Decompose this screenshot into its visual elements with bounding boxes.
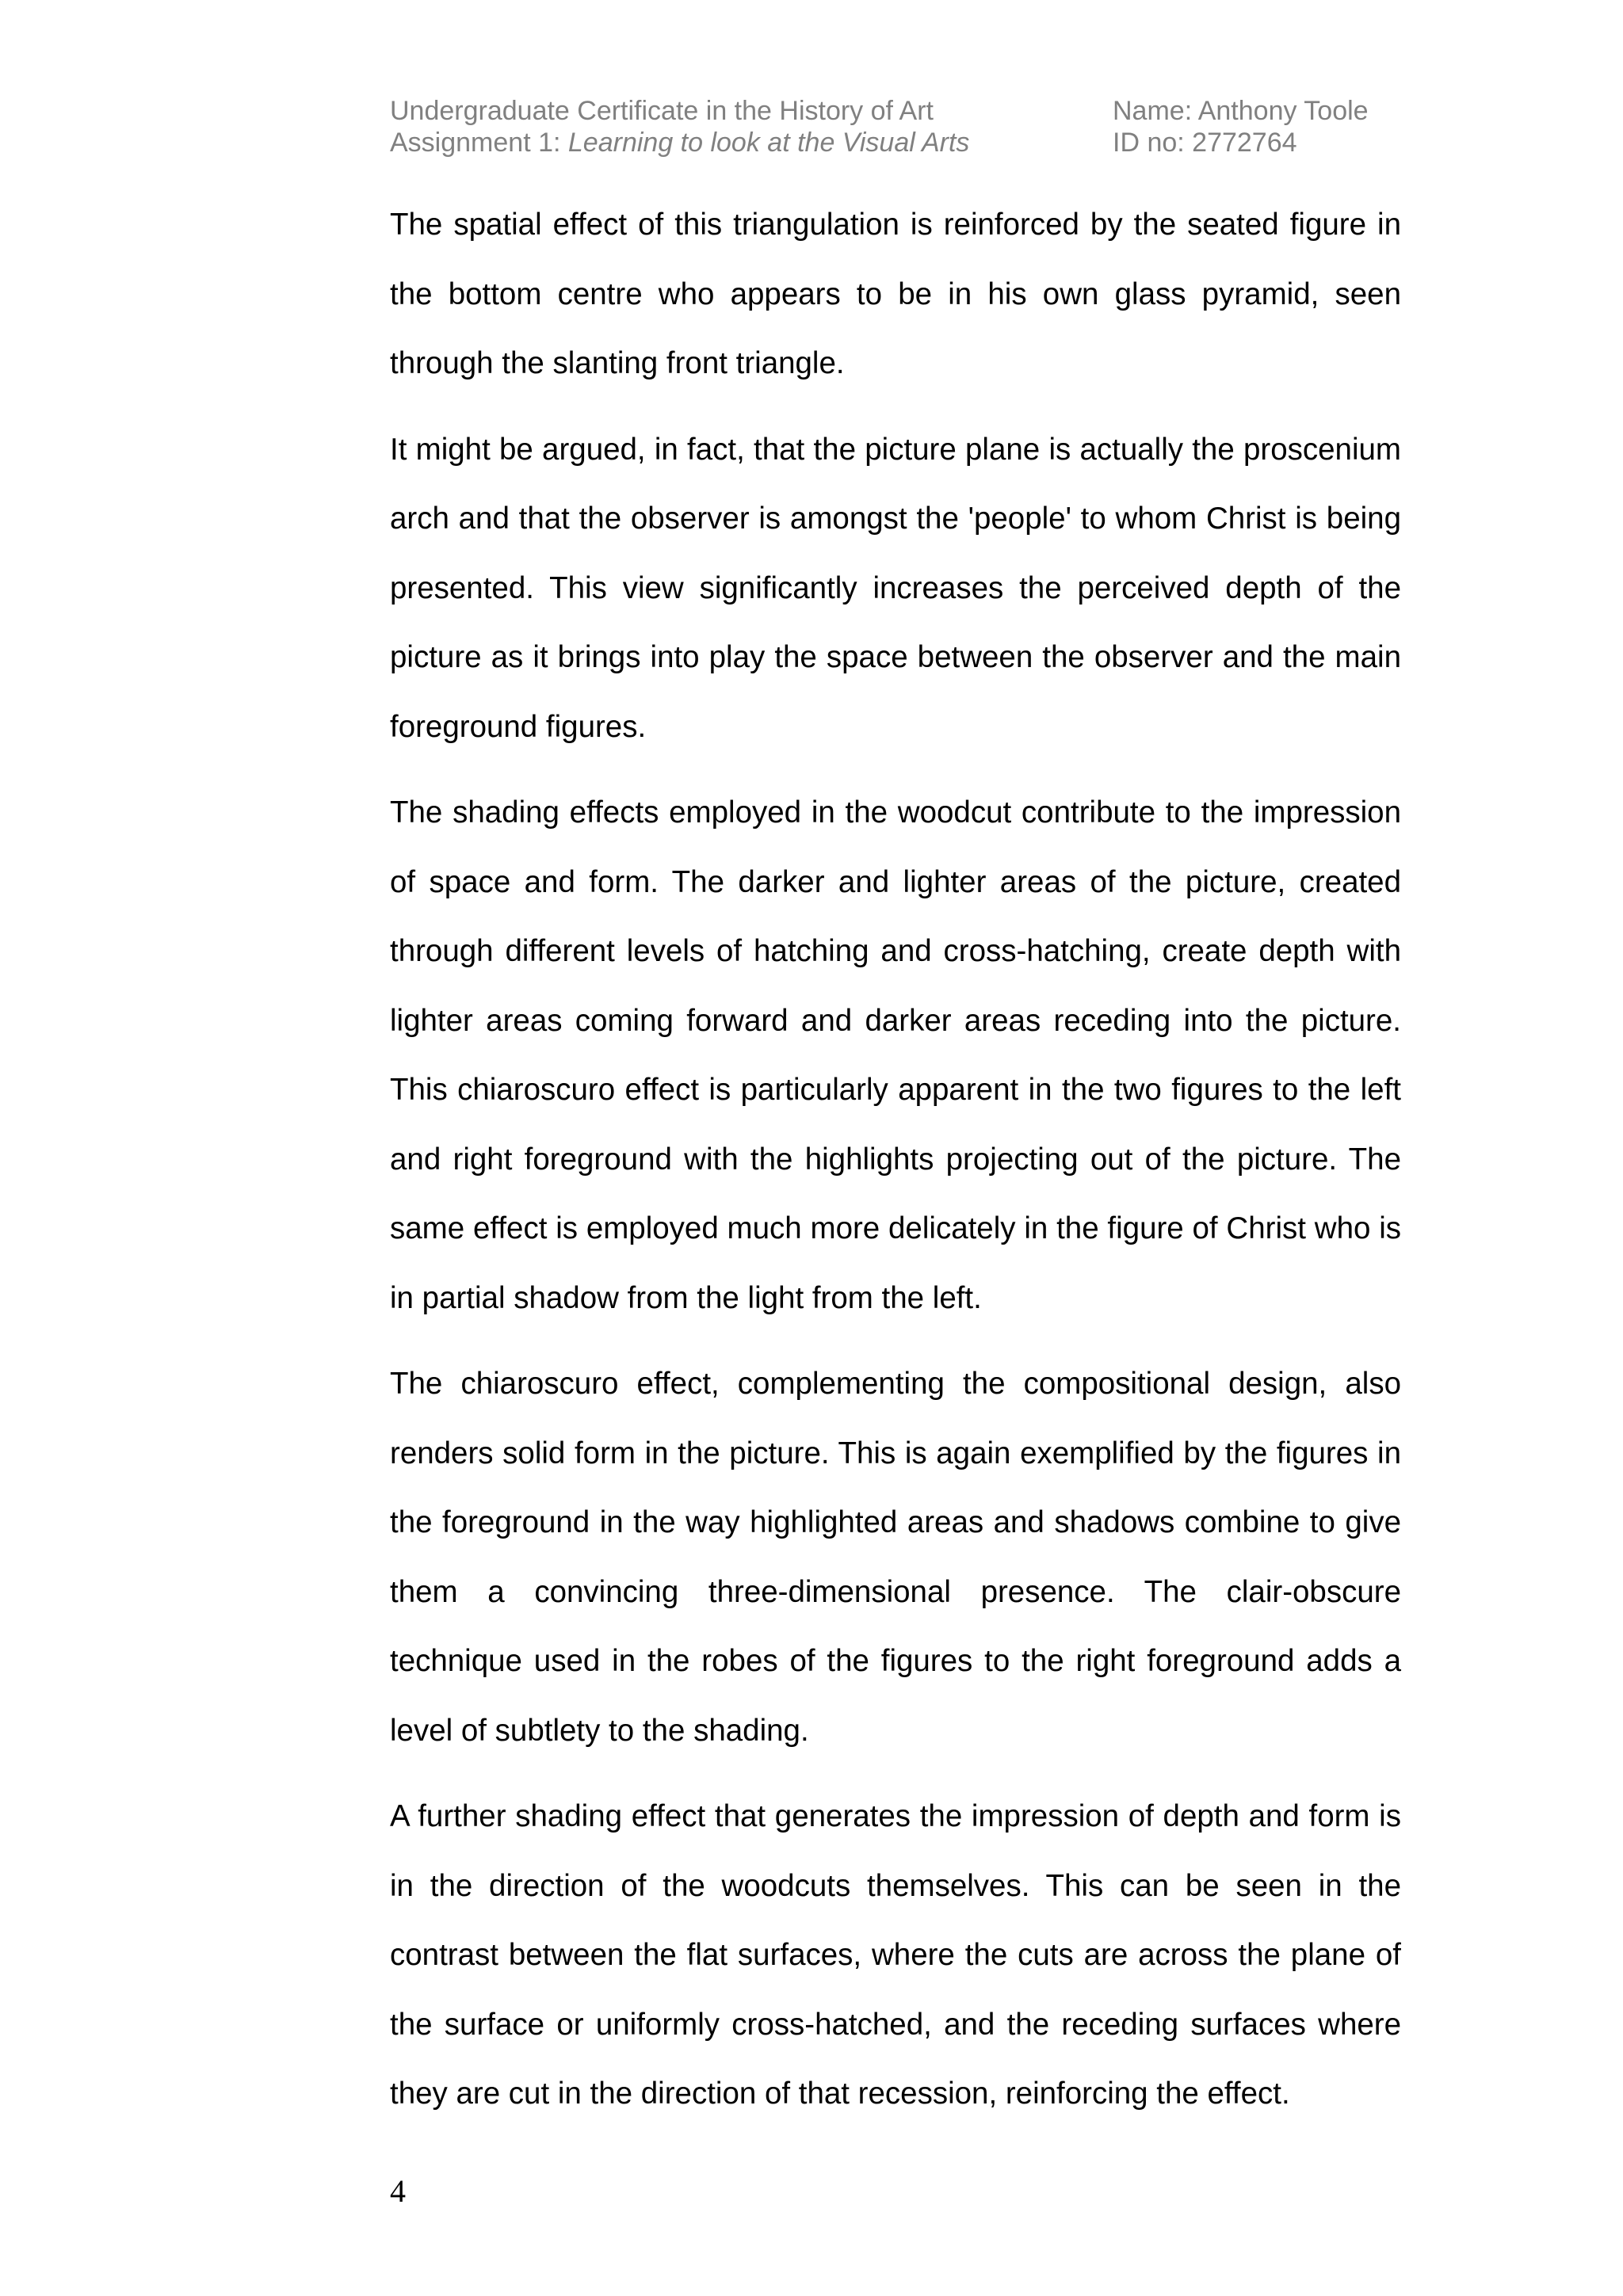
page-number: 4 <box>390 2173 406 2209</box>
header-row-2 <box>390 127 1404 158</box>
student-name: Name: Anthony Toole <box>1113 96 1369 126</box>
paragraph: The shading effects employed in the woodcut contribute to the impression of space and form. The darker and lighter areas of the picture, created through different levels of hatching and cross-hatching, create depth with lighter areas coming forward and darker areas receding into the picture. This chiaroscuro effect is particularly apparent in the two figures to the left and right foreground with the highlights projecting out of the picture. The same effect is employed much more delicately in the figure of Christ who is in partial shadow from the light from the left. <box>390 795 1401 1315</box>
assignment-prefix: Assignment 1: <box>390 128 568 158</box>
course-title: Undergraduate Certificate in the History of Art <box>390 96 934 126</box>
student-id: ID no: 2772764 <box>1113 128 1297 158</box>
paragraph: A further shading effect that generates the impression of depth and form is in the direction of the woodcuts themselves. This can be seen in the contrast between the flat surfaces, where the cuts are across the plane of the surface or uniformly cross-hatched, and the receding surfaces where they are cut in the direction of that recession, reinforcing the effect. <box>390 1799 1401 2111</box>
body-text <box>390 190 1401 2145</box>
paragraph: It might be argued, in fact, that the picture plane is actually the proscenium arch and that the observer is amongst the 'people' to whom Christ is being presented. This view significantly increases the perceived depth of the picture as it brings into play the space between the observer and the main foreground figures. <box>390 432 1401 744</box>
assignment-label <box>390 127 969 158</box>
paragraph: The spatial effect of this triangulation is reinforced by the seated figure in the bottom centre who appears to be in his own glass pyramid, seen through the slanting front triangle. <box>390 208 1401 380</box>
assignment-title: Learning to look at the Visual Arts <box>567 128 970 158</box>
header-row-1 <box>390 95 1404 127</box>
paragraph: The chiaroscuro effect, complementing the compositional design, also renders solid form in the picture. This is again exemplified by the figures in the foreground in the way highlighted areas and shadows combine to give them a convincing three-dimensional presence. The clair-obscure technique used in the robes of the figures to the right foreground adds a level of subtlety to the shading. <box>390 1367 1401 1748</box>
page-header <box>390 95 1404 158</box>
